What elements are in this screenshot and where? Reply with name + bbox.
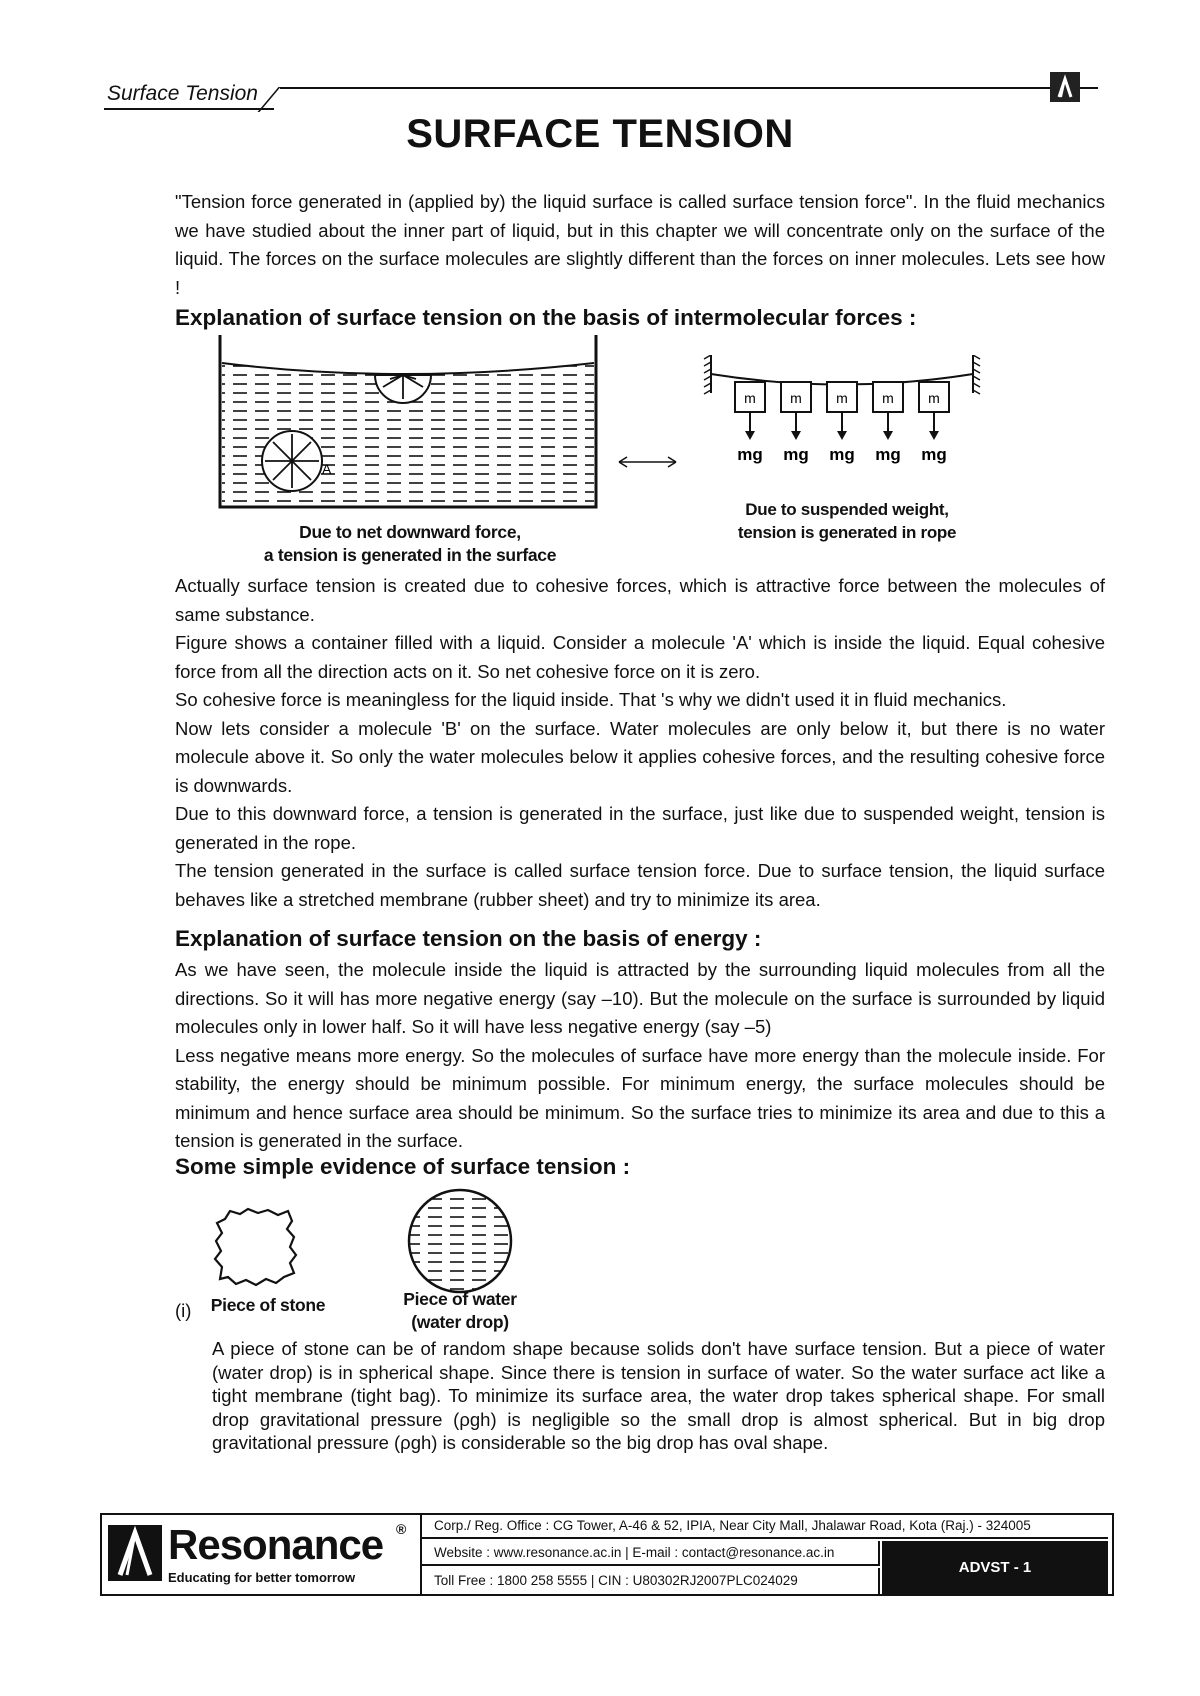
intro-paragraph bbox=[175, 188, 1105, 302]
water-caption bbox=[385, 1288, 535, 1334]
footer-brand-block bbox=[102, 1515, 422, 1594]
double-arrow-icon bbox=[615, 452, 680, 472]
footer bbox=[100, 1513, 1114, 1596]
arrow-head-icon bbox=[791, 431, 801, 440]
stone-caption: Piece of stone bbox=[210, 1295, 326, 1315]
weight-label: mg bbox=[829, 445, 855, 464]
item-number: (i) bbox=[175, 1300, 192, 1321]
section-heading-evidence: Some simple evidence of surface tension : bbox=[175, 1154, 631, 1179]
arrow-head-icon bbox=[837, 431, 847, 440]
section-heading-intermolecular: Explanation of surface tension on the basis of intermolecular forces : bbox=[175, 305, 917, 330]
page-code: ADVST - 1 bbox=[882, 1541, 1108, 1594]
resonance-logo-icon bbox=[1050, 72, 1080, 102]
left-caption-line2: a tension is generated in the surface bbox=[263, 545, 557, 565]
paragraph: Less negative means more energy. So the molecules of surface have more energy than the molecule inside. For stability, the energy should be minimum possible. For minimum energy, the surface molecules should be minimum and hence surface area should be minimum. So the surface tries to minimize its area and due to this a tension is generated in the surface. bbox=[175, 1044, 1105, 1151]
footer-brand: Resonance bbox=[168, 1521, 384, 1568]
water-drop-figure bbox=[405, 1186, 515, 1296]
left-caption-line1: Due to net downward force, bbox=[299, 522, 521, 542]
header-rule bbox=[280, 87, 1050, 89]
arrow-head-icon bbox=[745, 431, 755, 440]
paragraph: As we have seen, the molecule inside the liquid is attracted by the surrounding liquid molecules from all the directions. So it will has more negative energy (say –10). But the molecule on the surface is surrounded by liquid molecules only in lower half. So it will have less negative energy (say –5) bbox=[175, 959, 1105, 1037]
right-caption-line2: tension is generated in rope bbox=[737, 523, 957, 542]
resonance-logo-icon bbox=[108, 1525, 162, 1581]
paragraph: Now lets consider a molecule 'B' on the surface. Water molecules are only below it, but there is no water molecule above it. So only the water molecules below it applies cohesive forces, and the resulting cohesive force is downwards. bbox=[175, 717, 1105, 796]
molecule-a-label: A bbox=[322, 461, 332, 477]
page-title: SURFACE TENSION bbox=[406, 112, 794, 156]
arrow-head-icon bbox=[883, 431, 893, 440]
intermolecular-paragraphs bbox=[175, 572, 1105, 914]
header-underline bbox=[104, 108, 274, 110]
energy-paragraphs bbox=[175, 956, 1105, 1156]
left-figure-caption bbox=[210, 521, 610, 567]
running-header: Surface Tension bbox=[107, 82, 258, 105]
weight-label: mg bbox=[737, 445, 763, 464]
weight-label: mg bbox=[783, 445, 809, 464]
footer-tollfree: Toll Free : 1800 258 5555 | CIN : U80302RJ2007PLC024029 bbox=[422, 1568, 880, 1594]
weight-label: mg bbox=[875, 445, 901, 464]
paragraph: Figure shows a container filled with a liquid. Consider a molecule 'A' which is inside the liquid. Equal cohesive force from all the direction acts on it. So net cohesive force on it is zero. bbox=[175, 632, 1105, 682]
footer-tagline: Educating for better tomorrow bbox=[168, 1570, 356, 1585]
footer-office: Corp./ Reg. Office : CG Tower, A-46 & 52, IPIA, Near City Mall, Jhalawar Road, Kota (Raj.) - 324005 bbox=[422, 1515, 1108, 1539]
mass-label: m bbox=[744, 390, 756, 406]
paragraph: A piece of stone can be of random shape because solids don't have surface tension. But a piece of water (water drop) is in spherical shape. Since there is tension in surface of water. So the water surface act like a tight membrane (tight bag). To minimize its surface area, the water drop takes spherical shape. For small drop gravitational pressure (ρgh) is negligible so the small drop is almost spherical. But in big drop gravitational pressure (ρgh) is considerable so the big drop has oval shape. bbox=[212, 1338, 1105, 1453]
water-caption-line2: (water drop) bbox=[411, 1312, 509, 1332]
liquid-container-figure bbox=[210, 335, 610, 510]
right-figure-caption bbox=[712, 498, 982, 544]
weight-label: mg bbox=[921, 445, 947, 464]
paragraph: So cohesive force is meaningless for the liquid inside. That 's why we didn't used it in fluid mechanics. bbox=[175, 689, 1007, 710]
mass-label: m bbox=[928, 390, 940, 406]
header-rule-tail bbox=[1080, 87, 1098, 89]
rope-weights-figure bbox=[695, 355, 995, 495]
paragraph: The tension generated in the surface is called surface tension force. Due to surface tension, the liquid surface behaves like a stretched membrane (rubber sheet) and try to minimize its area. bbox=[175, 860, 1105, 910]
mass-label: m bbox=[790, 390, 802, 406]
paragraph: Due to this downward force, a tension is generated in the surface, just like due to suspended weight, tension is generated in the rope. bbox=[175, 803, 1105, 853]
evidence-paragraph bbox=[212, 1337, 1105, 1455]
paragraph: Actually surface tension is created due to cohesive forces, which is attractive force between the molecules of same substance. bbox=[175, 575, 1105, 625]
mass-label: m bbox=[836, 390, 848, 406]
footer-website: Website : www.resonance.ac.in | E-mail : contact@resonance.ac.in bbox=[422, 1541, 880, 1566]
stone-piece-figure bbox=[210, 1205, 305, 1290]
right-caption-line1: Due to suspended weight, bbox=[745, 500, 949, 519]
intro-text: "Tension force generated in (applied by) the liquid surface is called surface tension force". In the fluid mechanics we have studied about the inner part of liquid, but in this chapter we will concentrate only on the surface of the liquid. The forces on the surface molecules are slightly different than the forces on inner molecules. Lets see how ! bbox=[175, 191, 1105, 298]
water-caption-line1: Piece of water bbox=[403, 1289, 517, 1309]
arrow-head-icon bbox=[929, 431, 939, 440]
registered-mark: ® bbox=[396, 1521, 407, 1537]
section-heading-energy: Explanation of surface tension on the basis of energy : bbox=[175, 926, 762, 951]
mass-label: m bbox=[882, 390, 894, 406]
